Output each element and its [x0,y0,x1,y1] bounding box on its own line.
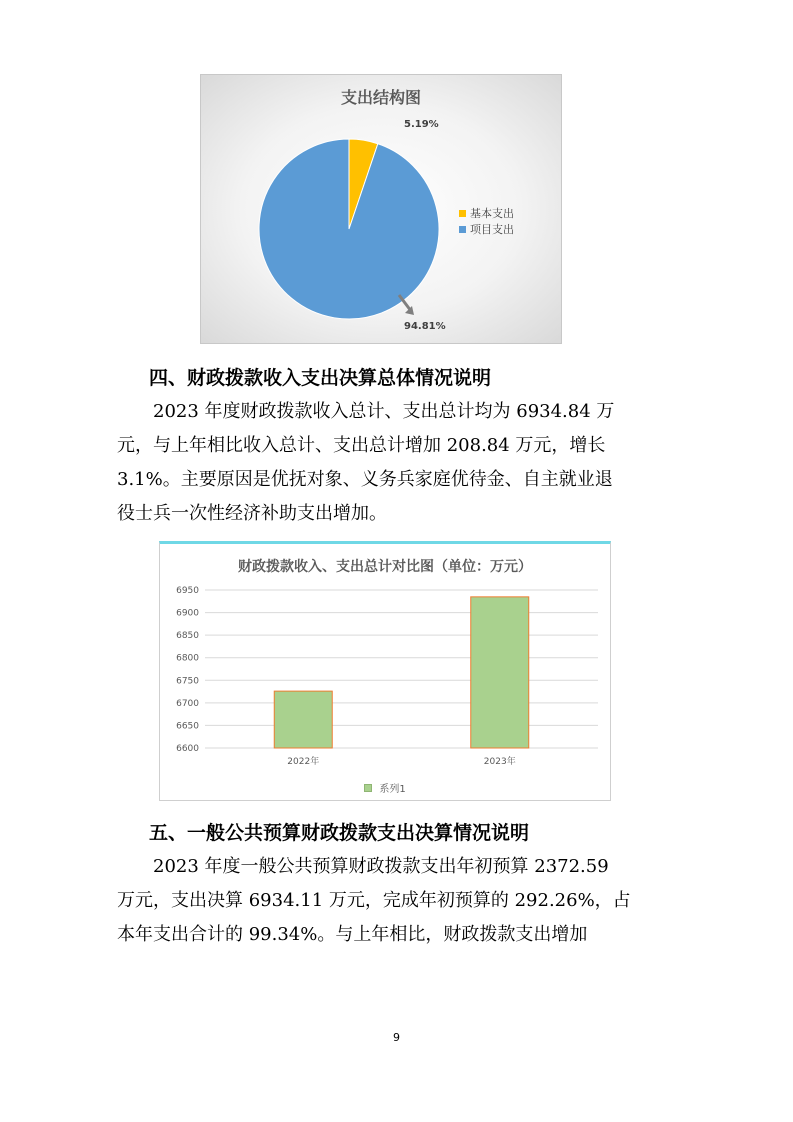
y-tick-label: 6850 [176,631,199,642]
bar-legend [160,780,610,795]
section-4-line-4: 役士兵一次性经济补助支出增加。 [117,503,387,524]
pie-label-basic: 5.19% [404,119,439,130]
x-tick-label: 2022年 [287,757,320,767]
bar-legend-label: 系列1 [379,784,406,795]
y-tick-label: 6800 [176,653,199,664]
bar-0 [274,691,332,748]
y-tick-label: 6650 [176,721,199,732]
y-tick-label: 6750 [176,676,199,687]
legend-swatch-project [459,226,466,233]
section-4-paragraph [117,395,682,531]
bar-chart-panel [159,541,611,801]
section-4-line-2: 元，与上年相比收入总计、支出总计增加 208.84 万元，增长 [117,435,606,456]
pie-slice-1 [259,139,439,319]
section-5-line-2: 万元，支出决算 6934.11 万元，完成年初预算的 292.26%，占 [117,890,631,911]
y-tick-label: 6900 [176,608,199,619]
pie-legend-label-project: 项目支出 [470,223,514,236]
pie-label-project: 94.81% [404,321,446,332]
pie-legend [459,205,514,237]
section-4-heading: 四、财政拨款收入支出决算总体情况说明 [149,367,492,389]
section-5-heading: 五、一般公共预算财政拨款支出决算情况说明 [149,822,530,844]
section-5-line-1: 2023 年度一般公共预算财政拨款支出年初预算 2372.59 [153,856,609,877]
legend-swatch-basic [459,210,466,217]
x-tick-label: 2023年 [483,757,516,767]
bar-legend-swatch [364,784,372,792]
pie-legend-label-basic: 基本支出 [470,207,514,220]
section-5-paragraph [117,850,682,952]
y-tick-label: 6600 [176,744,199,754]
pie-chart-panel [200,74,562,344]
pie-legend-item-project [459,221,514,237]
section-4-line-1: 2023 年度财政拨款收入总计、支出总计均为 6934.84 万 [153,401,615,422]
bar-chart-title: 财政拨款收入、支出总计对比图（单位：万元） [238,559,532,575]
pie-legend-item-basic [459,205,514,221]
page-number: 9 [393,1031,400,1044]
y-tick-label: 6950 [176,586,199,596]
section-5-line-3: 本年支出合计的 99.34%。与上年相比，财政拨款支出增加 [117,924,588,945]
y-tick-label: 6700 [176,698,199,709]
section-4-line-3: 3.1%。主要原因是优抚对象、义务兵家庭优待金、自主就业退 [117,469,613,490]
pie-chart-title: 支出结构图 [340,88,421,107]
bar-1 [471,597,529,748]
bar-chart [160,544,610,801]
